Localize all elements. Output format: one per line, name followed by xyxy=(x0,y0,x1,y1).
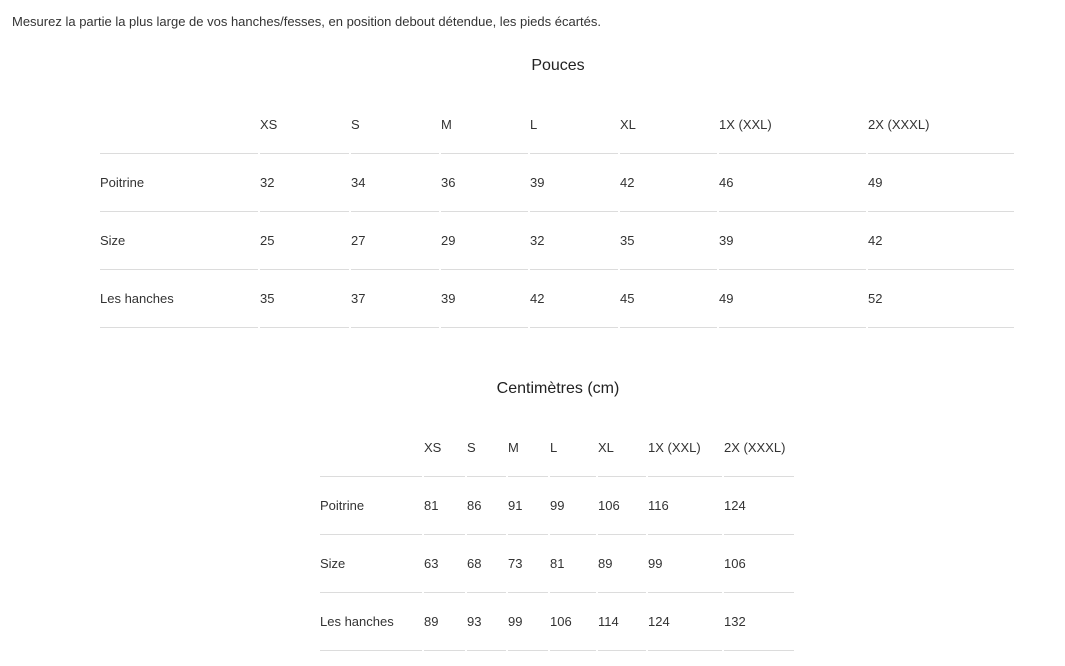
measurement-value: 32 xyxy=(530,212,618,270)
measurement-value: 114 xyxy=(598,593,646,651)
size-header: S xyxy=(351,96,439,154)
header-blank xyxy=(100,96,258,154)
table-header-row xyxy=(320,419,794,477)
table-row xyxy=(100,270,1014,328)
measurement-value: 42 xyxy=(530,270,618,328)
measurement-value: 132 xyxy=(724,593,794,651)
size-header: L xyxy=(550,419,596,477)
measurement-value: 49 xyxy=(719,270,866,328)
size-header: XL xyxy=(620,96,717,154)
measurement-value: 89 xyxy=(598,535,646,593)
cm-table-title: Centimètres (cm) xyxy=(496,380,620,397)
measurement-value: 42 xyxy=(868,212,1014,270)
measurement-value: 39 xyxy=(719,212,866,270)
cm-size-table xyxy=(318,419,796,651)
table-header-row xyxy=(100,96,1014,154)
size-header: M xyxy=(508,419,548,477)
size-header: XS xyxy=(424,419,465,477)
size-header: M xyxy=(441,96,528,154)
measurement-value: 39 xyxy=(441,270,528,328)
size-header: 1X (XXL) xyxy=(648,419,722,477)
measurement-value: 27 xyxy=(351,212,439,270)
measurement-value: 32 xyxy=(260,154,349,212)
measurement-value: 73 xyxy=(508,535,548,593)
table-row xyxy=(100,154,1014,212)
measurement-value: 36 xyxy=(441,154,528,212)
size-header: 2X (XXXL) xyxy=(868,96,1014,154)
measurement-value: 99 xyxy=(648,535,722,593)
measurement-label: Size xyxy=(100,212,258,270)
measurement-label: Les hanches xyxy=(100,270,258,328)
measurement-value: 45 xyxy=(620,270,717,328)
measurement-label: Size xyxy=(320,535,422,593)
measurement-value: 35 xyxy=(260,270,349,328)
measurement-value: 89 xyxy=(424,593,465,651)
size-header: XL xyxy=(598,419,646,477)
measurement-value: 52 xyxy=(868,270,1014,328)
inches-size-table xyxy=(98,96,1016,328)
measurement-value: 37 xyxy=(351,270,439,328)
measurement-value: 124 xyxy=(648,593,722,651)
measurement-value: 34 xyxy=(351,154,439,212)
measurement-value: 35 xyxy=(620,212,717,270)
measurement-label: Les hanches xyxy=(320,593,422,651)
measurement-value: 106 xyxy=(724,535,794,593)
measurement-value: 46 xyxy=(719,154,866,212)
measurement-label: Poitrine xyxy=(320,477,422,535)
table-row xyxy=(320,535,794,593)
measurement-value: 99 xyxy=(550,477,596,535)
size-header: 1X (XXL) xyxy=(719,96,866,154)
measurement-label: Poitrine xyxy=(100,154,258,212)
measurement-value: 99 xyxy=(508,593,548,651)
measurement-value: 63 xyxy=(424,535,465,593)
measurement-value: 49 xyxy=(868,154,1014,212)
measurement-value: 106 xyxy=(550,593,596,651)
size-header: S xyxy=(467,419,506,477)
measurement-value: 42 xyxy=(620,154,717,212)
table-row xyxy=(320,477,794,535)
measurement-value: 25 xyxy=(260,212,349,270)
measurement-value: 68 xyxy=(467,535,506,593)
measurement-value: 106 xyxy=(598,477,646,535)
measurement-value: 29 xyxy=(441,212,528,270)
table-row xyxy=(100,212,1014,270)
measurement-value: 116 xyxy=(648,477,722,535)
measurement-instructions: Mesurez la partie la plus large de vos hanches/fesses, en position debout détendue, les pieds écartés. xyxy=(12,14,601,29)
size-header: XS xyxy=(260,96,349,154)
inches-table-title: Pouces xyxy=(531,57,585,74)
measurement-value: 93 xyxy=(467,593,506,651)
measurement-value: 81 xyxy=(424,477,465,535)
measurement-value: 39 xyxy=(530,154,618,212)
measurement-value: 124 xyxy=(724,477,794,535)
measurement-value: 91 xyxy=(508,477,548,535)
table-row xyxy=(320,593,794,651)
header-blank xyxy=(320,419,422,477)
measurement-value: 86 xyxy=(467,477,506,535)
size-header: 2X (XXXL) xyxy=(724,419,794,477)
size-header: L xyxy=(530,96,618,154)
measurement-value: 81 xyxy=(550,535,596,593)
